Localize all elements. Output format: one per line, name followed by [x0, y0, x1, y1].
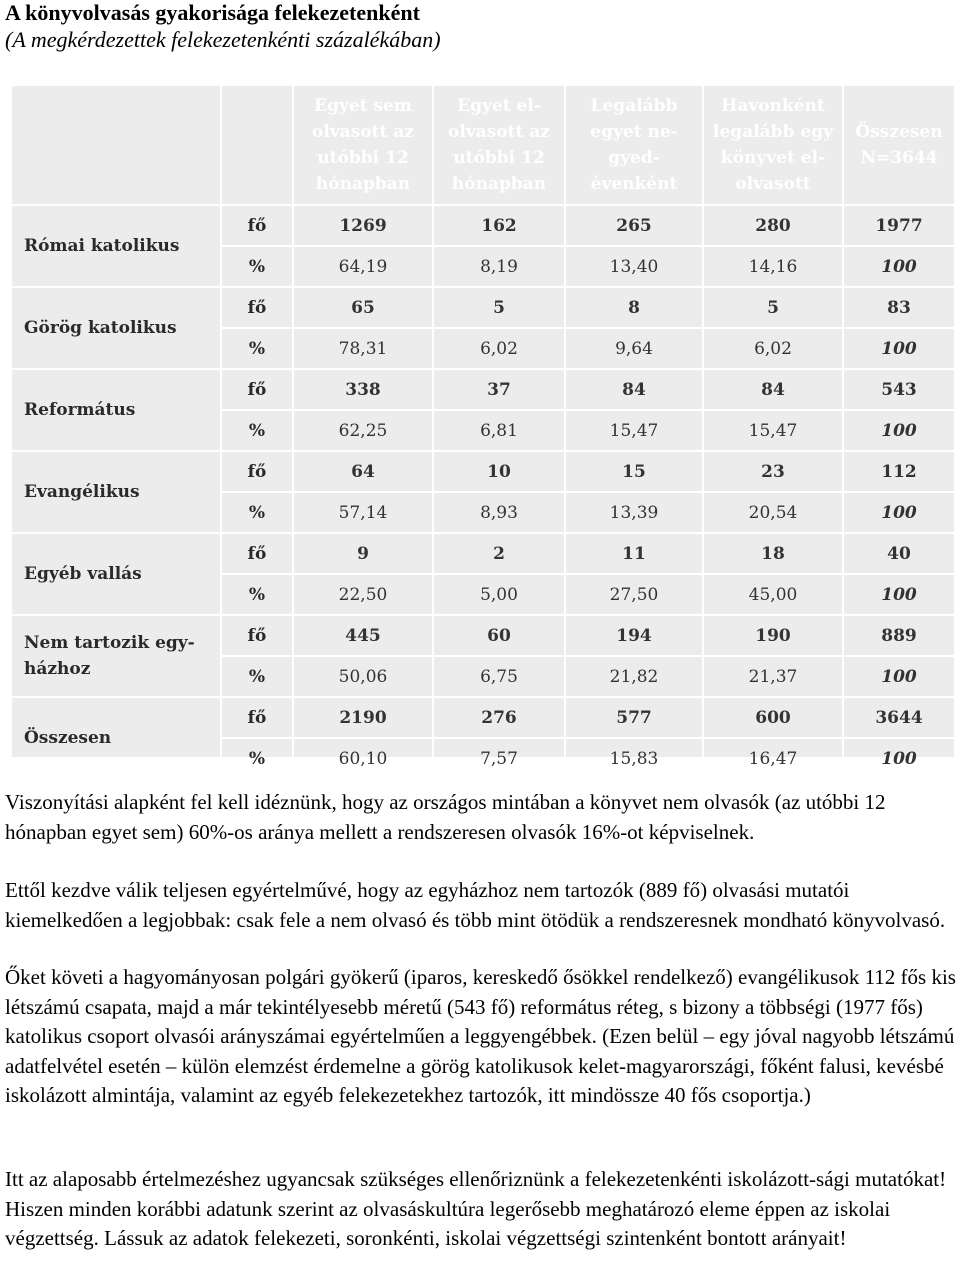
row-unit: % — [221, 738, 293, 779]
table-cell: 60 — [433, 615, 565, 656]
table-cell: 100 — [843, 656, 955, 697]
document-title: A könyvolvasás gyakorisága felekezetenként — [5, 0, 420, 25]
paragraph-text: Őket követi a hagyományosan polgári gyökerű (iparos, kereskedő ősökkel rendelkező) evangélikusok 112 fős kis létszámú csapata, majd a már tekintélyesebb méretű (543 fő) református réteg, s bizony a többségi (1977 fős) katolikus csoport olvasói arányszámai egyértelműen a leggyengébbek. (Ezen belül – egy jóval nagyobb létszámú adatfelvétel esetén – külön elemzést érdemelne a görög katolikusok kelet-magyarországi, főként falusi, kevésbé iskolázott almintája, valamint az egyéb felekezetekhez tartozók, itt mindössze 40 fős csoportja.) — [5, 965, 956, 1107]
table-cell: 280 — [703, 205, 843, 246]
table-cell: 11 — [565, 533, 703, 574]
table-cell: 15,47 — [565, 410, 703, 451]
table-cell: 100 — [843, 410, 955, 451]
table-cell: 3644 — [843, 697, 955, 738]
column-header: Legalább egyet ne-gyed-évenként — [565, 85, 703, 205]
row-unit: % — [221, 328, 293, 369]
table-cell: 162 — [433, 205, 565, 246]
row-unit: % — [221, 492, 293, 533]
table-cell: 62,25 — [293, 410, 433, 451]
table-cell: 265 — [565, 205, 703, 246]
table-cell: 65 — [293, 287, 433, 328]
reading-frequency-table — [10, 84, 954, 769]
table-row-count — [11, 697, 955, 738]
row-group-label: Evangélikus — [11, 451, 221, 533]
table-cell: 37 — [433, 369, 565, 410]
row-unit: fő — [221, 205, 293, 246]
table-cell: 78,31 — [293, 328, 433, 369]
header-blank-cell — [11, 85, 221, 205]
table-row-count — [11, 369, 955, 410]
table-cell: 50,06 — [293, 656, 433, 697]
table-cell: 112 — [843, 451, 955, 492]
table-cell: 6,75 — [433, 656, 565, 697]
row-group-label: Nem tartozik egy-házhoz — [11, 615, 221, 697]
paragraph — [5, 788, 957, 847]
table-row-count — [11, 615, 955, 656]
table-cell: 16,47 — [703, 738, 843, 779]
table-cell: 9 — [293, 533, 433, 574]
table-cell: 1269 — [293, 205, 433, 246]
column-header: Egyet el-olvasott az utóbbi 12 hónapban — [433, 85, 565, 205]
row-group-label: Református — [11, 369, 221, 451]
table-cell: 100 — [843, 492, 955, 533]
table-cell: 57,14 — [293, 492, 433, 533]
table-row-count — [11, 287, 955, 328]
table-cell: 190 — [703, 615, 843, 656]
row-unit: % — [221, 656, 293, 697]
table-cell: 6,81 — [433, 410, 565, 451]
table-cell: 64,19 — [293, 246, 433, 287]
row-unit: % — [221, 246, 293, 287]
table-cell: 21,82 — [565, 656, 703, 697]
header-blank-cell — [221, 85, 293, 205]
table-cell: 18 — [703, 533, 843, 574]
row-unit: % — [221, 410, 293, 451]
table-cell: 1977 — [843, 205, 955, 246]
paragraph — [5, 876, 957, 935]
table-cell: 23 — [703, 451, 843, 492]
table-cell: 9,64 — [565, 328, 703, 369]
column-header: Egyet sem olvasott az utóbbi 12 hónapban — [293, 85, 433, 205]
table-row-count — [11, 205, 955, 246]
paragraph — [5, 963, 957, 1111]
paragraph — [5, 1165, 957, 1254]
table-cell: 100 — [843, 574, 955, 615]
row-group-label: Egyéb vallás — [11, 533, 221, 615]
row-group-label: Római katolikus — [11, 205, 221, 287]
table-cell: 64 — [293, 451, 433, 492]
table-cell: 84 — [565, 369, 703, 410]
table-cell: 100 — [843, 246, 955, 287]
table-cell: 889 — [843, 615, 955, 656]
table-cell: 543 — [843, 369, 955, 410]
table-cell: 10 — [433, 451, 565, 492]
table-cell: 45,00 — [703, 574, 843, 615]
document-subtitle: (A megkérdezettek felekezetenkénti százalékában) — [5, 27, 441, 52]
table-cell: 21,37 — [703, 656, 843, 697]
row-group-label: Összesen — [11, 697, 221, 779]
table-cell: 15,47 — [703, 410, 843, 451]
table-cell: 6,02 — [433, 328, 565, 369]
row-group-label: Görög katolikus — [11, 287, 221, 369]
row-unit: fő — [221, 369, 293, 410]
table-cell: 15,83 — [565, 738, 703, 779]
table-cell: 40 — [843, 533, 955, 574]
row-unit: % — [221, 574, 293, 615]
table-header-row — [11, 85, 955, 205]
table-cell: 338 — [293, 369, 433, 410]
row-unit: fő — [221, 451, 293, 492]
table-cell: 2190 — [293, 697, 433, 738]
table-cell: 194 — [565, 615, 703, 656]
table-cell: 13,40 — [565, 246, 703, 287]
table-cell: 5 — [703, 287, 843, 328]
table-cell: 100 — [843, 328, 955, 369]
table-cell: 8,93 — [433, 492, 565, 533]
table-cell: 7,57 — [433, 738, 565, 779]
table-row-count — [11, 451, 955, 492]
paragraph-text: Ettől kezdve válik teljesen egyértelművé, hogy az egyházhoz nem tartozók (889 fő) olvasási mutatói kiemelkedően a legjobbak: csak fele a nem olvasó és több mint ötödük a rendszeresnek mondható könyvolvasó. — [5, 878, 946, 932]
table-cell: 15 — [565, 451, 703, 492]
table-cell: 100 — [843, 738, 955, 779]
table-cell: 13,39 — [565, 492, 703, 533]
table-cell: 5,00 — [433, 574, 565, 615]
table-cell: 600 — [703, 697, 843, 738]
table-cell: 83 — [843, 287, 955, 328]
column-header: Összesen N=3644 — [843, 85, 955, 205]
row-unit: fő — [221, 697, 293, 738]
paragraph-text: Viszonyítási alapként fel kell idéznünk, hogy az országos mintában a könyvet nem olvasók (az utóbbi 12 hónapban egyet sem) 60%-os aránya mellett a rendszeresen olvasók 16%-ot képviselnek. — [5, 790, 886, 844]
row-unit: fő — [221, 287, 293, 328]
table-cell: 276 — [433, 697, 565, 738]
paragraph-text: Itt az alaposabb értelmezéshez ugyancsak szükséges ellenőriznünk a felekezetenkénti iskolázott-sági mutatókat! Hiszen minden korábbi adatunk szerint az olvasáskultúra legerősebb meghatározó eleme éppen az iskolai végzettség. Lássuk az adatok felekezeti, soronkénti, iskolai végzettségi szintenként bontott arányait! — [5, 1167, 947, 1250]
table-row-count — [11, 533, 955, 574]
table-cell: 8 — [565, 287, 703, 328]
table-cell: 5 — [433, 287, 565, 328]
table-cell: 2 — [433, 533, 565, 574]
table-cell: 577 — [565, 697, 703, 738]
table-cell: 20,54 — [703, 492, 843, 533]
table-cell: 8,19 — [433, 246, 565, 287]
row-unit: fő — [221, 533, 293, 574]
table-cell: 445 — [293, 615, 433, 656]
table-cell: 6,02 — [703, 328, 843, 369]
table-cell: 84 — [703, 369, 843, 410]
table-cell: 14,16 — [703, 246, 843, 287]
row-unit: fő — [221, 615, 293, 656]
column-header: Havonként legalább egy könyvet el-olvasott — [703, 85, 843, 205]
table-cell: 60,10 — [293, 738, 433, 779]
table-cell: 22,50 — [293, 574, 433, 615]
table-cell: 27,50 — [565, 574, 703, 615]
